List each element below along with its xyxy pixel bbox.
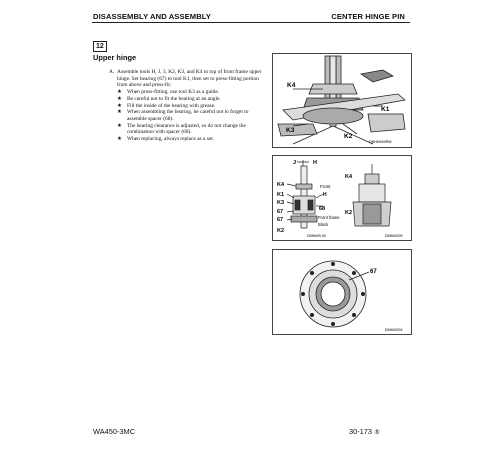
fig2-label: K2 xyxy=(345,210,353,216)
step-number: 12 xyxy=(96,43,104,50)
fig1-label: K2 xyxy=(344,133,353,140)
header-right: CENTER HINGE PIN xyxy=(331,12,405,21)
footer-page-number: 30-173 xyxy=(349,427,373,436)
bullet-item: ★ The bearing clearance is adjusted, so do not change the combination with spacer (68). xyxy=(117,122,246,136)
step-number-badge xyxy=(93,41,107,52)
header-rule xyxy=(92,22,410,23)
fig2-code: DBHM0009 xyxy=(385,234,403,238)
fig2-label: 67 xyxy=(277,209,284,215)
star-icon: ★ xyxy=(117,109,122,116)
bullet-item: ★ Be careful not to fit the bearing at an angle. xyxy=(117,95,221,102)
star-icon: ★ xyxy=(117,102,122,109)
fig2-label: Front frame xyxy=(318,215,340,220)
bullet-list xyxy=(117,89,267,143)
fig2-label: H xyxy=(323,192,327,198)
fig2-label: K4 xyxy=(277,182,285,188)
figure-tool-assembly xyxy=(272,155,412,241)
star-icon: ★ xyxy=(117,122,122,129)
fig2-label: H xyxy=(313,160,317,166)
fig1-label: K1 xyxy=(381,106,390,113)
fig2-label: Front xyxy=(320,184,331,189)
footer-model: WA450-3MC xyxy=(93,427,136,436)
star-icon: ★ xyxy=(117,95,122,102)
figure-2-drawing xyxy=(273,156,411,240)
fig2-label: K4 xyxy=(345,174,353,180)
fig3-code: DBHM0004 xyxy=(385,328,403,332)
step-a-text: Assemble tools H, J, 3, K2, K3, and K4 to top of front frame upper hinge. Set bearing (67) to tool K1, then set to press-fitting portion from above and press-fit. xyxy=(117,69,262,89)
footer-page xyxy=(349,427,380,436)
fig2-label: 67 xyxy=(277,217,284,223)
figure-upper-hinge-press-fit xyxy=(272,53,412,148)
figure-bearing-top-view xyxy=(272,249,412,335)
fig1-label: K4 xyxy=(287,82,296,89)
bullet-item: ★ Fill the inside of the bearing with grease. xyxy=(117,102,216,109)
star-icon: ★ xyxy=(117,136,122,143)
step-a-block xyxy=(109,69,267,143)
fig2-code: DBHM09-09 xyxy=(307,234,326,238)
figure-1-drawing xyxy=(273,54,411,147)
fig2-label: Block xyxy=(318,222,329,227)
fig2-label: K1 xyxy=(277,192,285,198)
footer-revision-mark: ⑤ xyxy=(374,429,380,436)
fig2-label: K3 xyxy=(277,200,285,206)
fig1-code: DBHM069RW xyxy=(369,140,392,144)
bullet-item: ★ When press-fitting, use tool K3 as a guide. xyxy=(117,89,220,96)
fig3-label: 67 xyxy=(370,269,377,275)
header-left: DISASSEMBLY AND ASSEMBLY xyxy=(93,12,212,21)
fig1-label: K3 xyxy=(286,127,295,134)
step-a-letter: A. xyxy=(109,69,115,75)
fig2-label: J xyxy=(293,160,297,166)
figure-3-drawing xyxy=(273,250,411,334)
star-icon: ★ xyxy=(117,89,122,96)
fig2-label: K2 xyxy=(277,228,285,234)
bullet-item: ★ When replacing, always replace as a set. xyxy=(117,136,215,143)
section-title: Upper hinge xyxy=(93,53,137,62)
bullet-item: ★ When assembling the bearing, be careful not to forget to assemble spacer (68). xyxy=(117,109,249,122)
fig2-label: 68 xyxy=(319,206,326,212)
